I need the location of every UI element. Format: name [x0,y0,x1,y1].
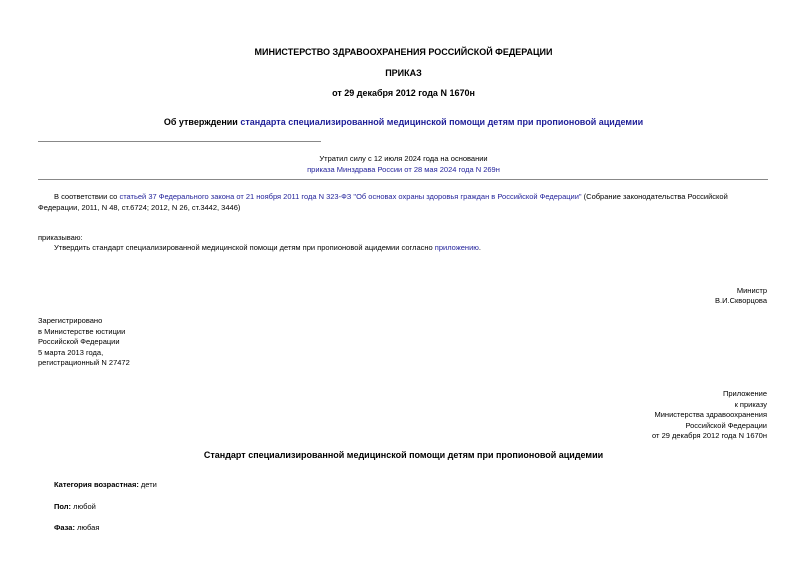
appendix-line-1: Приложение [723,389,767,398]
field-sex [54,502,96,513]
doc-subject-link[interactable]: стандарта специализированной медицинской помощи детям при пропионовой ацидемии [240,117,644,127]
signature-position: Министр [736,286,767,295]
preamble-prefix: В соответствии со [54,192,120,201]
divider-short [38,141,321,142]
appendix-line-2: к приказу [734,399,767,409]
doc-subject-prefix: Об утверждении [163,117,241,127]
preamble-suffix: (Собрание законодательства Российской Федерации, 2011, N 48, ст.6724; 2012, N 26, ст.3442, 3446) [38,192,728,212]
appendix-line-4: Российской Федерации [685,420,767,430]
registration-line-1: Зарегистрировано [38,316,103,325]
order-text-prefix: Утвердить стандарт специализированной медицинской помощи детям при пропионовой ацидемии согласно [54,243,435,252]
divider-long [38,179,768,180]
field-age [54,480,157,491]
appendix-block [652,389,767,442]
appendix-line-3: Министерства здравоохранения [654,410,767,419]
appendix-line-5: от 29 декабря 2012 года N 1670н [652,431,767,440]
registration-block [38,316,130,369]
order-appendix-link[interactable]: приложению [434,243,479,252]
status-repeal-link[interactable]: приказа Минздрава России от 28 мая 2024 года N 269н [307,165,500,174]
registration-line-3: Российской Федерации [38,337,120,346]
registration-line-2: в Министерстве юстиции [38,326,126,336]
field-phase-value: любая [74,523,100,532]
field-sex-label: Пол: [54,502,72,511]
signature-name: В.И.Скворцова [715,296,767,305]
order-keyword: приказываю: [38,233,83,242]
doc-type: ПРИКАЗ [385,68,422,78]
field-sex-value: любой [71,502,96,511]
order-text-suffix: . [478,243,481,252]
registration-line-5: регистрационный N 27472 [38,358,130,367]
registration-line-4: 5 марта 2013 года, [38,347,104,357]
status-line-1: Утратил силу с 12 июля 2024 года на основании [319,154,488,163]
field-age-label: Категория возрастная: [54,480,139,489]
ministry-title: МИНИСТЕРСТВО ЗДРАВООХРАНЕНИЯ РОССИЙСКОЙ ФЕДЕРАЦИИ [254,47,553,57]
field-phase [54,523,99,534]
field-age-value: дети [138,480,157,489]
doc-subject [0,117,807,128]
standard-title: Стандарт специализированной медицинской помощи детям при пропионовой ацидемии [203,450,604,460]
preamble-law-link[interactable]: статьей 37 Федерального закона от 21 ноября 2011 года N 323-ФЗ "Об основах охраны здоровья граждан в Российской Федерации" [119,192,582,201]
order-paragraph [38,243,770,254]
preamble-paragraph [38,192,770,213]
field-phase-label: Фаза: [54,523,75,532]
doc-date-number: от 29 декабря 2012 года N 1670н [332,88,475,98]
status-line-2 [0,165,807,176]
